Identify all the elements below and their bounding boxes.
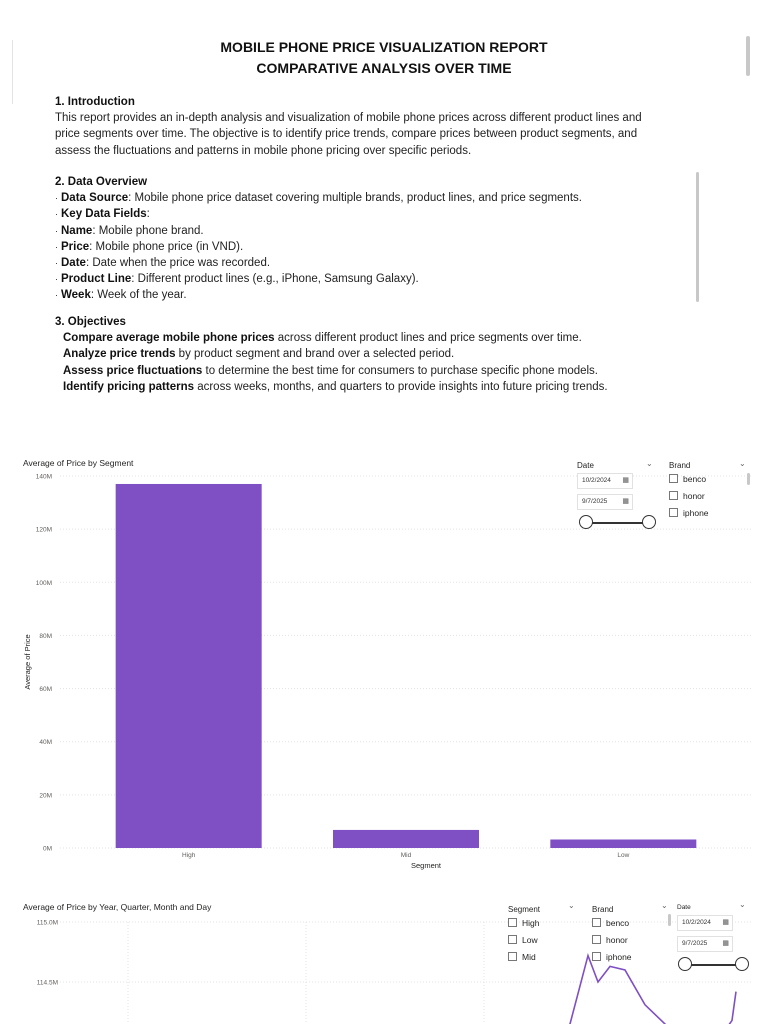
y-axis-label: Average of Price [23,634,32,690]
report-title: MOBILE PHONE PRICE VISUALIZATION REPORT [220,39,548,55]
segment-slicer-label: Segment [508,905,541,914]
brand-list-scrollbar[interactable] [747,473,750,485]
y-tick-label: 80M [39,632,52,640]
objective-item: Analyze price trends by product segment and brand over a selected period. [63,348,455,361]
line-series [330,956,736,1024]
checkbox[interactable] [592,918,601,927]
segment-option[interactable]: Mid [508,952,536,962]
checkbox[interactable] [592,935,601,944]
brand-option[interactable]: benco [669,474,706,484]
date-slider-track [685,964,742,966]
brand-slicer-label: Brand [592,905,614,914]
brand-option[interactable]: honor [592,935,628,945]
y-tick-label: 20M [39,792,52,800]
report-text-section [0,0,768,420]
y-tick-label: 60M [39,686,52,694]
y-tick-label: 114.5M [36,979,58,987]
objective-item: Identify pricing patterns across weeks, months, and quarters to provide insights into future pricing trends. [63,380,608,393]
date-slider-end-handle[interactable] [735,957,749,971]
data-overview-item: · Product Line: Different product lines (e.g., iPhone, Samsung Galaxy). [55,273,419,286]
bar [116,484,262,848]
brand-option[interactable]: benco [592,918,629,928]
data-overview-item: · Date: Date when the price was recorded. [55,257,271,270]
objective-item: Compare average mobile phone prices across different product lines and price segments over time. [63,332,582,345]
line-chart-title: Average of Price by Year, Quarter, Month and Day [23,902,212,912]
y-tick-label: 40M [39,739,52,747]
objectives-section [55,314,695,395]
checkbox[interactable] [592,952,601,961]
x-axis-label: Segment [410,861,442,870]
date-slicer-label: Date [577,461,594,470]
date-end-input[interactable]: 9/7/2025 ▦ [677,936,733,952]
date-slider-track [586,522,649,524]
y-tick-label: 140M [35,473,52,481]
y-tick-label: 0M [42,845,52,853]
objectives-heading: 3. Objectives [55,316,126,328]
chevron-down-icon[interactable]: ⌄ [739,459,746,468]
y-tick-label: 120M [35,526,52,534]
x-tick-label: Low [617,852,630,859]
chevron-down-icon[interactable]: ⌄ [739,900,746,909]
intro-section [55,94,695,159]
intro-line: This report provides an in-depth analysis and visualization of mobile phone prices across different product lines and [55,112,642,125]
data-overview-item: · Price: Mobile phone price (in VND). [55,240,244,253]
brand-list-scrollbar[interactable] [668,914,671,926]
checkbox[interactable] [669,474,678,483]
date-slider-start-handle[interactable] [579,515,593,529]
data-overview-item: · Week: Week of the year. [55,289,187,302]
report-subtitle: COMPARATIVE ANALYSIS OVER TIME [256,60,512,76]
bar-chart-title: Average of Price by Segment [23,458,134,468]
date-start-input[interactable]: 10/2/2024 ▦ [677,915,733,931]
intro-line: price segments over time. The objective is to identify price trends, compare prices between product segments, and [55,128,638,141]
bar [333,830,479,848]
bar-chart[interactable] [0,468,768,876]
date-start-input[interactable]: 10/2/2024 ▦ [577,473,633,489]
y-tick-label: 100M [35,579,52,587]
x-tick-label: Mid [400,852,412,859]
chevron-down-icon[interactable]: ⌄ [646,459,653,468]
text-scrollbar[interactable] [696,172,699,302]
chevron-down-icon[interactable]: ⌄ [661,901,668,910]
segment-option[interactable]: Low [508,935,538,945]
brand-slicer-label: Brand [669,461,691,470]
segment-option[interactable]: High [508,918,539,928]
brand-option[interactable]: iphone [669,508,709,518]
data-overview-item: · Key Data Fields: [55,208,150,221]
checkbox[interactable] [669,491,678,500]
objective-item: Assess price fluctuations to determine the best time for consumers to purchase specific phone models. [63,364,598,377]
checkbox[interactable] [508,935,517,944]
data-overview-section [55,174,695,304]
chevron-down-icon[interactable]: ⌄ [568,901,575,910]
bar [550,839,696,848]
date-slider-start-handle[interactable] [678,957,692,971]
date-end-input[interactable]: 9/7/2025 ▦ [577,494,633,510]
date-slicer-label: Date [677,904,691,911]
calendar-icon[interactable]: ▦ [722,919,729,926]
calendar-icon[interactable]: ▦ [622,477,629,484]
line-chart[interactable] [0,912,768,1024]
y-tick-label: 115.0M [36,919,58,927]
calendar-icon[interactable]: ▦ [722,940,729,947]
checkbox[interactable] [508,918,517,927]
brand-option[interactable]: honor [669,491,705,501]
date-slider-end-handle[interactable] [642,515,656,529]
intro-heading: 1. Introduction [55,96,135,108]
calendar-icon[interactable]: ▦ [622,498,629,505]
checkbox[interactable] [508,952,517,961]
checkbox[interactable] [669,508,678,517]
intro-line: assess the fluctuations and patterns in mobile phone pricing over specific periods. [55,144,472,157]
data-overview-item: · Data Source: Mobile phone price dataset covering multiple brands, product lines, and price segments. [55,192,582,205]
brand-option[interactable]: iphone [592,952,632,962]
data-overview-heading: 2. Data Overview [55,176,148,188]
x-tick-label: High [181,852,196,859]
data-overview-item: · Name: Mobile phone brand. [55,224,204,237]
